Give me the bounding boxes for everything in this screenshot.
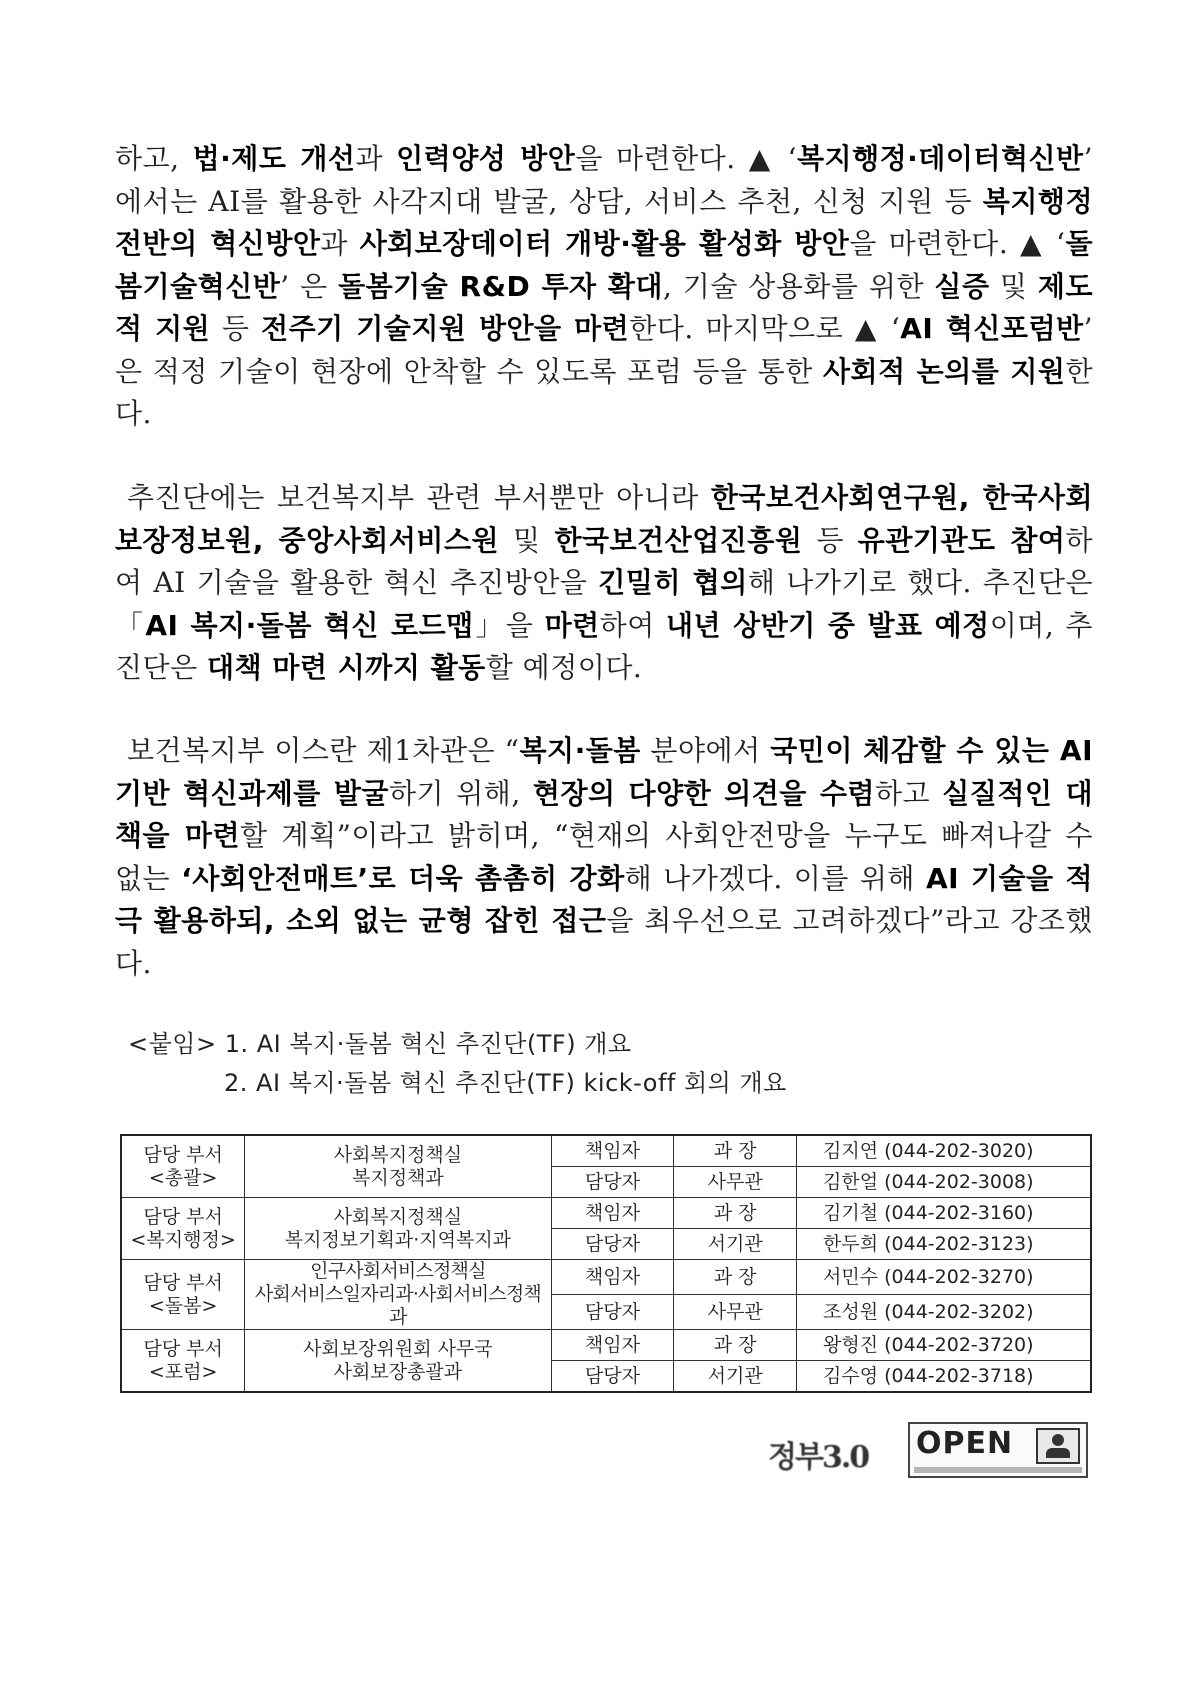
body-text: 과 <box>320 227 360 260</box>
paragraph-task-forces <box>115 138 1093 436</box>
office-cell: 인구사회서비스정책실 사회서비스일자리과·사회서비스정책과 <box>245 1260 551 1330</box>
open-license-badge <box>908 1422 1088 1478</box>
body-text: 하고, <box>115 142 193 175</box>
emphasis-text: AI 기술을 적극 활용하되, 소외 없는 균형 잡힌 접근 <box>115 861 1093 937</box>
attachment-line-2: 2. AI 복지·돌봄 혁신 추진단(TF) kick-off 회의 개요 <box>224 1069 787 1097</box>
body-text: , 기술 상용화를 위한 <box>662 269 935 303</box>
contact-cell: 조성원 (044-202-3202) <box>797 1295 1091 1330</box>
body-text: 등 <box>802 523 858 557</box>
role-cell: 책임자 <box>551 1260 674 1295</box>
body-text: 한다. <box>115 354 1093 430</box>
emphasis-text: 돌봄기술 R&D 투자 확대 <box>338 269 663 303</box>
body-text: 을 마련한다. ▲ ‘ <box>849 227 1066 260</box>
emphasis-text: AI 혁신포럼반 <box>900 312 1084 345</box>
emphasis-text: 국민이 체감할 수 있는 AI 기반 혁신과제를 발굴 <box>115 734 1093 810</box>
emphasis-text: 인력양성 방안 <box>396 142 576 175</box>
body-text: 이며, 추진단은 <box>115 608 1093 684</box>
emphasis-text: 제도적 지원 <box>115 269 1093 345</box>
body-text: 을 마련한다. ▲ ‘ <box>575 142 797 175</box>
title-cell: 서기관 <box>674 1229 797 1260</box>
table-row <box>121 1260 1091 1295</box>
title-cell: 과 장 <box>674 1198 797 1229</box>
emphasis-text: 실질적인 대책을 마련 <box>115 776 1093 852</box>
body-text: 할 계획”이라고 밝히며, “현재의 사회안전망을 누구도 빠져나갈 수 없는 <box>115 819 1093 895</box>
body-text: 과 <box>355 142 397 175</box>
body-text: 등 <box>210 312 262 345</box>
role-cell: 책임자 <box>551 1135 674 1167</box>
body-text: 및 <box>989 269 1038 303</box>
role-cell: 책임자 <box>551 1330 674 1361</box>
role-cell: 책임자 <box>551 1198 674 1229</box>
emphasis-text: 법·제도 개선 <box>192 142 356 175</box>
dept-cell: 담당 부서 <돌봄> <box>121 1260 245 1330</box>
body-text: 분야에서 <box>640 734 771 767</box>
office-cell: 사회보장위원회 사무국 사회보장총괄과 <box>245 1330 551 1393</box>
dept-cell: 담당 부서 <포럼> <box>121 1330 245 1393</box>
title-cell: 사무관 <box>674 1295 797 1330</box>
emphasis-text: 유관기관도 참여 <box>857 523 1066 557</box>
body-text: 을 최우선으로 고려하겠다”라고 강조했다. <box>115 904 1093 980</box>
emphasis-text: 복지행정 전반의 혁신방안 <box>115 184 1093 260</box>
contact-table <box>120 1134 1092 1393</box>
paragraph-vice-minister-quote <box>115 730 1093 985</box>
emphasis-text: 대책 마련 시까지 활동 <box>207 651 486 684</box>
paragraph-participants <box>115 477 1093 690</box>
contact-cell: 김기철 (044-202-3160) <box>797 1198 1091 1229</box>
emphasis-text: 복지·돌봄 <box>519 734 641 767</box>
dept-cell: 담당 부서 <복지행정> <box>121 1198 245 1260</box>
emphasis-text: 한국보건사회연구원, 한국사회보장정보원, 중앙사회서비스원 <box>115 481 1093 557</box>
emphasis-text: ‘사회안전매트’로 더욱 촘촘히 강화 <box>181 861 625 895</box>
role-cell: 담당자 <box>551 1167 674 1198</box>
emphasis-text: 현장의 다양한 의견을 수렴 <box>532 776 875 810</box>
contact-cell: 김수영 (044-202-3718) <box>797 1361 1091 1393</box>
emphasis-text: 마련 <box>544 608 600 642</box>
open-label: OPEN <box>916 1426 1014 1461</box>
body-text: 및 <box>499 523 555 557</box>
body-text: 해 나가겠다. 이를 위해 <box>624 861 926 895</box>
table-row <box>121 1330 1091 1361</box>
body-text: 하기 위해, <box>388 776 533 810</box>
emphasis-text: 긴밀히 협의 <box>598 566 748 599</box>
contact-cell: 김한얼 (044-202-3008) <box>797 1167 1091 1198</box>
role-cell: 담당자 <box>551 1361 674 1393</box>
footer-logos <box>768 1422 1088 1480</box>
role-cell: 담당자 <box>551 1295 674 1330</box>
office-cell: 사회복지정책실 복지정보기획과·지역복지과 <box>245 1198 551 1260</box>
body-text: 추진단에는 보건복지부 관련 부서뿐만 아니라 <box>127 481 711 514</box>
contact-cell: 서민수 (044-202-3270) <box>797 1260 1091 1295</box>
body-text: 할 예정이다. <box>485 651 643 684</box>
role-cell: 담당자 <box>551 1229 674 1260</box>
emphasis-text: 내년 상반기 중 발표 예정 <box>665 608 990 642</box>
contact-cell: 한두희 (044-202-3123) <box>797 1229 1091 1260</box>
attachment-line-1: <붙임> 1. AI 복지·돌봄 혁신 추진단(TF) 개요 <box>128 1030 632 1058</box>
body-text: 」을 <box>473 608 545 642</box>
table-row <box>121 1198 1091 1229</box>
body-text: 하고 <box>874 776 943 810</box>
emphasis-text: 전주기 기술지원 방안을 마련 <box>261 312 630 345</box>
title-cell: 과 장 <box>674 1260 797 1295</box>
emphasis-text: 돌봄기술혁신반 <box>115 227 1093 303</box>
body-text: ’ 은 <box>280 269 339 303</box>
badge-strip <box>914 1467 1082 1473</box>
body-text: ’ 은 적정 기술이 현장에 안착할 수 있도록 포럼 등을 통한 <box>115 312 1093 388</box>
title-cell: 과 장 <box>674 1135 797 1167</box>
emphasis-text: 한국보건산업진흥원 <box>554 523 803 557</box>
contact-cell: 왕형진 (044-202-3720) <box>797 1330 1091 1361</box>
emphasis-text: 복지행정·데이터혁신반 <box>796 142 1084 175</box>
body-text: 한다. 마지막으로 ▲ ‘ <box>629 312 901 345</box>
office-cell: 사회복지정책실 복지정책과 <box>245 1135 551 1198</box>
emphasis-text: AI 복지·돌봄 혁신 로드맵 <box>145 608 474 642</box>
emphasis-text: 실증 <box>934 269 990 303</box>
body-text: 보건복지부 이스란 제1차관은 “ <box>127 734 520 767</box>
title-cell: 과 장 <box>674 1330 797 1361</box>
title-cell: 사무관 <box>674 1167 797 1198</box>
body-text: ’ 에서는 AI를 활용한 사각지대 발굴, 상담, 서비스 추천, 신청 지원 등 <box>115 142 1093 218</box>
emphasis-text: 사회적 논의를 지원 <box>822 354 1066 388</box>
person-icon <box>1036 1428 1080 1464</box>
body-text: 해 나가기로 했다. 추진단은 「 <box>115 566 1093 642</box>
dept-cell: 담당 부서 <총괄> <box>121 1135 245 1198</box>
emphasis-text: 사회보장데이터 개방·활용 활성화 방안 <box>359 227 850 260</box>
korea-gov-logo-icon: 정부3.0 <box>768 1440 869 1475</box>
contact-cell: 김지연 (044-202-3020) <box>797 1135 1091 1167</box>
body-text: 하여 AI 기술을 활용한 혁신 추진방안을 <box>115 523 1093 599</box>
table-row <box>121 1135 1091 1167</box>
body-text: 하여 <box>599 608 666 642</box>
title-cell: 서기관 <box>674 1361 797 1393</box>
